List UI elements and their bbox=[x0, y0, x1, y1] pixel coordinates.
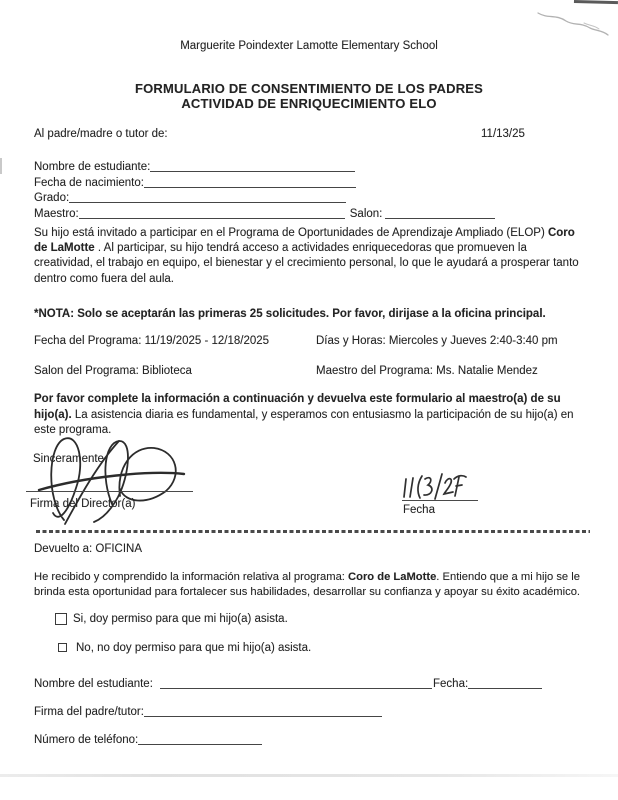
handwritten-date bbox=[402, 471, 468, 501]
parent-signature-line[interactable] bbox=[144, 704, 382, 717]
parent-signature-label: Firma del padre/tutor: bbox=[34, 706, 144, 718]
parent-signature-row bbox=[34, 702, 382, 719]
program-room-value: Biblioteca bbox=[142, 365, 192, 377]
bottom-student-name-line[interactable] bbox=[160, 676, 432, 689]
returned-to-line: Devuelto a: OFICINA bbox=[34, 543, 143, 555]
student-teacher-line[interactable] bbox=[79, 206, 345, 219]
student-grade-label: Grado: bbox=[34, 192, 70, 204]
scan-artifact-page-edge bbox=[0, 774, 618, 777]
student-name-row bbox=[34, 157, 355, 174]
student-room-label: Salon: bbox=[349, 208, 383, 220]
program-date-row bbox=[34, 334, 269, 348]
bottom-date-row bbox=[433, 674, 542, 691]
acknowledgement-paragraph bbox=[34, 570, 600, 600]
intro-program-name: Coro de LaMotte bbox=[34, 227, 575, 255]
student-grade-row bbox=[34, 188, 346, 205]
date-line-label: Fecha bbox=[403, 504, 435, 516]
program-days-row bbox=[316, 334, 558, 348]
scan-artifact-top-edge bbox=[574, 0, 618, 4]
ack-text-after: . Entiendo que a mi hijo se le brinda esta oportunidad para fortalecer sus habilidades, desarrollar su confianza y apoyar su éxito académico. bbox=[34, 571, 581, 599]
director-signature bbox=[24, 428, 199, 528]
bottom-date-label: Fecha: bbox=[433, 678, 469, 690]
ack-program-name: Coro de LaMotte bbox=[348, 571, 437, 583]
salutation-label: Al padre/madre o tutor de: bbox=[34, 128, 168, 140]
program-date-value: 11/19/2025 - 12/18/2025 bbox=[144, 335, 270, 347]
director-signature-label: Firma del Director(a) bbox=[30, 498, 136, 510]
intro-paragraph bbox=[34, 226, 587, 287]
student-dob-line[interactable] bbox=[144, 175, 356, 188]
program-room-label: Salon del Programa: bbox=[34, 365, 139, 377]
program-days-value: Miercoles y Jueves 2:40-3:40 pm bbox=[388, 335, 558, 347]
program-teacher-label: Maestro del Programa: bbox=[316, 365, 433, 377]
closing-word: Sinceramente, bbox=[33, 453, 108, 465]
student-dob-label: Fecha de nacimiento: bbox=[34, 177, 144, 189]
phone-line[interactable] bbox=[138, 732, 262, 745]
student-room-line[interactable] bbox=[385, 206, 495, 219]
date-line[interactable] bbox=[402, 500, 478, 501]
header-date: 11/13/25 bbox=[481, 128, 525, 140]
phone-row bbox=[34, 730, 262, 747]
checkbox-yes-label: Si, doy permiso para que mi hijo(a) asista. bbox=[73, 613, 288, 625]
nota-line: *NOTA: Solo se aceptarán las primeras 25 solicitudes. Por favor, dirijase a la oficina principal. bbox=[34, 308, 546, 320]
scan-artifact-left-edge bbox=[0, 158, 2, 174]
checkbox-yes[interactable] bbox=[55, 613, 67, 625]
school-name: Marguerite Poindexter Lamotte Elementary School bbox=[180, 40, 438, 52]
program-room-row bbox=[34, 364, 192, 378]
intro-text-before: Su hijo está invitado a participar en el Programa de Oportunidades de Aprendizaje Ampliado (ELOP) bbox=[34, 227, 548, 239]
tear-off-separator bbox=[36, 530, 590, 533]
student-teacher-label: Maestro: bbox=[34, 208, 79, 220]
checkbox-no[interactable] bbox=[58, 643, 67, 652]
bottom-date-line[interactable] bbox=[468, 676, 542, 689]
program-teacher-row bbox=[316, 364, 538, 378]
scan-artifact-pencil-squiggle bbox=[535, 8, 613, 40]
checkbox-no-label: No, no doy permiso para que mi hijo(a) asista. bbox=[76, 642, 312, 654]
program-teacher-value: Ms. Natalie Mendez bbox=[436, 365, 538, 377]
student-name-label: Nombre de estudiante: bbox=[34, 161, 151, 173]
ack-text-before: He recibido y comprendido la información relativa al programa: bbox=[34, 571, 349, 583]
director-signature-line[interactable] bbox=[26, 491, 193, 492]
form-title-line2: ACTIVIDAD DE ENRIQUECIMIENTO ELO bbox=[181, 96, 437, 111]
student-name-line[interactable] bbox=[150, 159, 355, 172]
phone-label: Número de teléfono: bbox=[34, 734, 139, 746]
bottom-student-name-row bbox=[34, 674, 432, 691]
intro-text-after: . Al participar, su hijo tendrá acceso a actividades enriquecedoras que promueven la creatividad, el trabajo en equipo, el bienestar y el crecimiento personal, lo que le ayudará a prosperar tanto dentro como fuera del aula. bbox=[34, 242, 579, 285]
program-date-label: Fecha del Programa: bbox=[34, 335, 142, 347]
instructions-regular: La asistencia diaria es fundamental, y esperamos con entusiasmo la participación de su hijo(a) en este programa. bbox=[34, 408, 574, 437]
bottom-student-name-label: Nombre del estudiante: bbox=[34, 678, 157, 690]
student-teacher-row bbox=[34, 204, 495, 221]
instructions-bold: Por favor complete la información a continuación y devuelva este formulario al maestro(a) de su hijo(a). bbox=[34, 393, 561, 421]
student-grade-line[interactable] bbox=[69, 190, 346, 203]
form-title-line1: FORMULARIO DE CONSENTIMIENTO DE LOS PADRES bbox=[134, 81, 484, 96]
program-days-label: Días y Horas: bbox=[316, 335, 386, 347]
